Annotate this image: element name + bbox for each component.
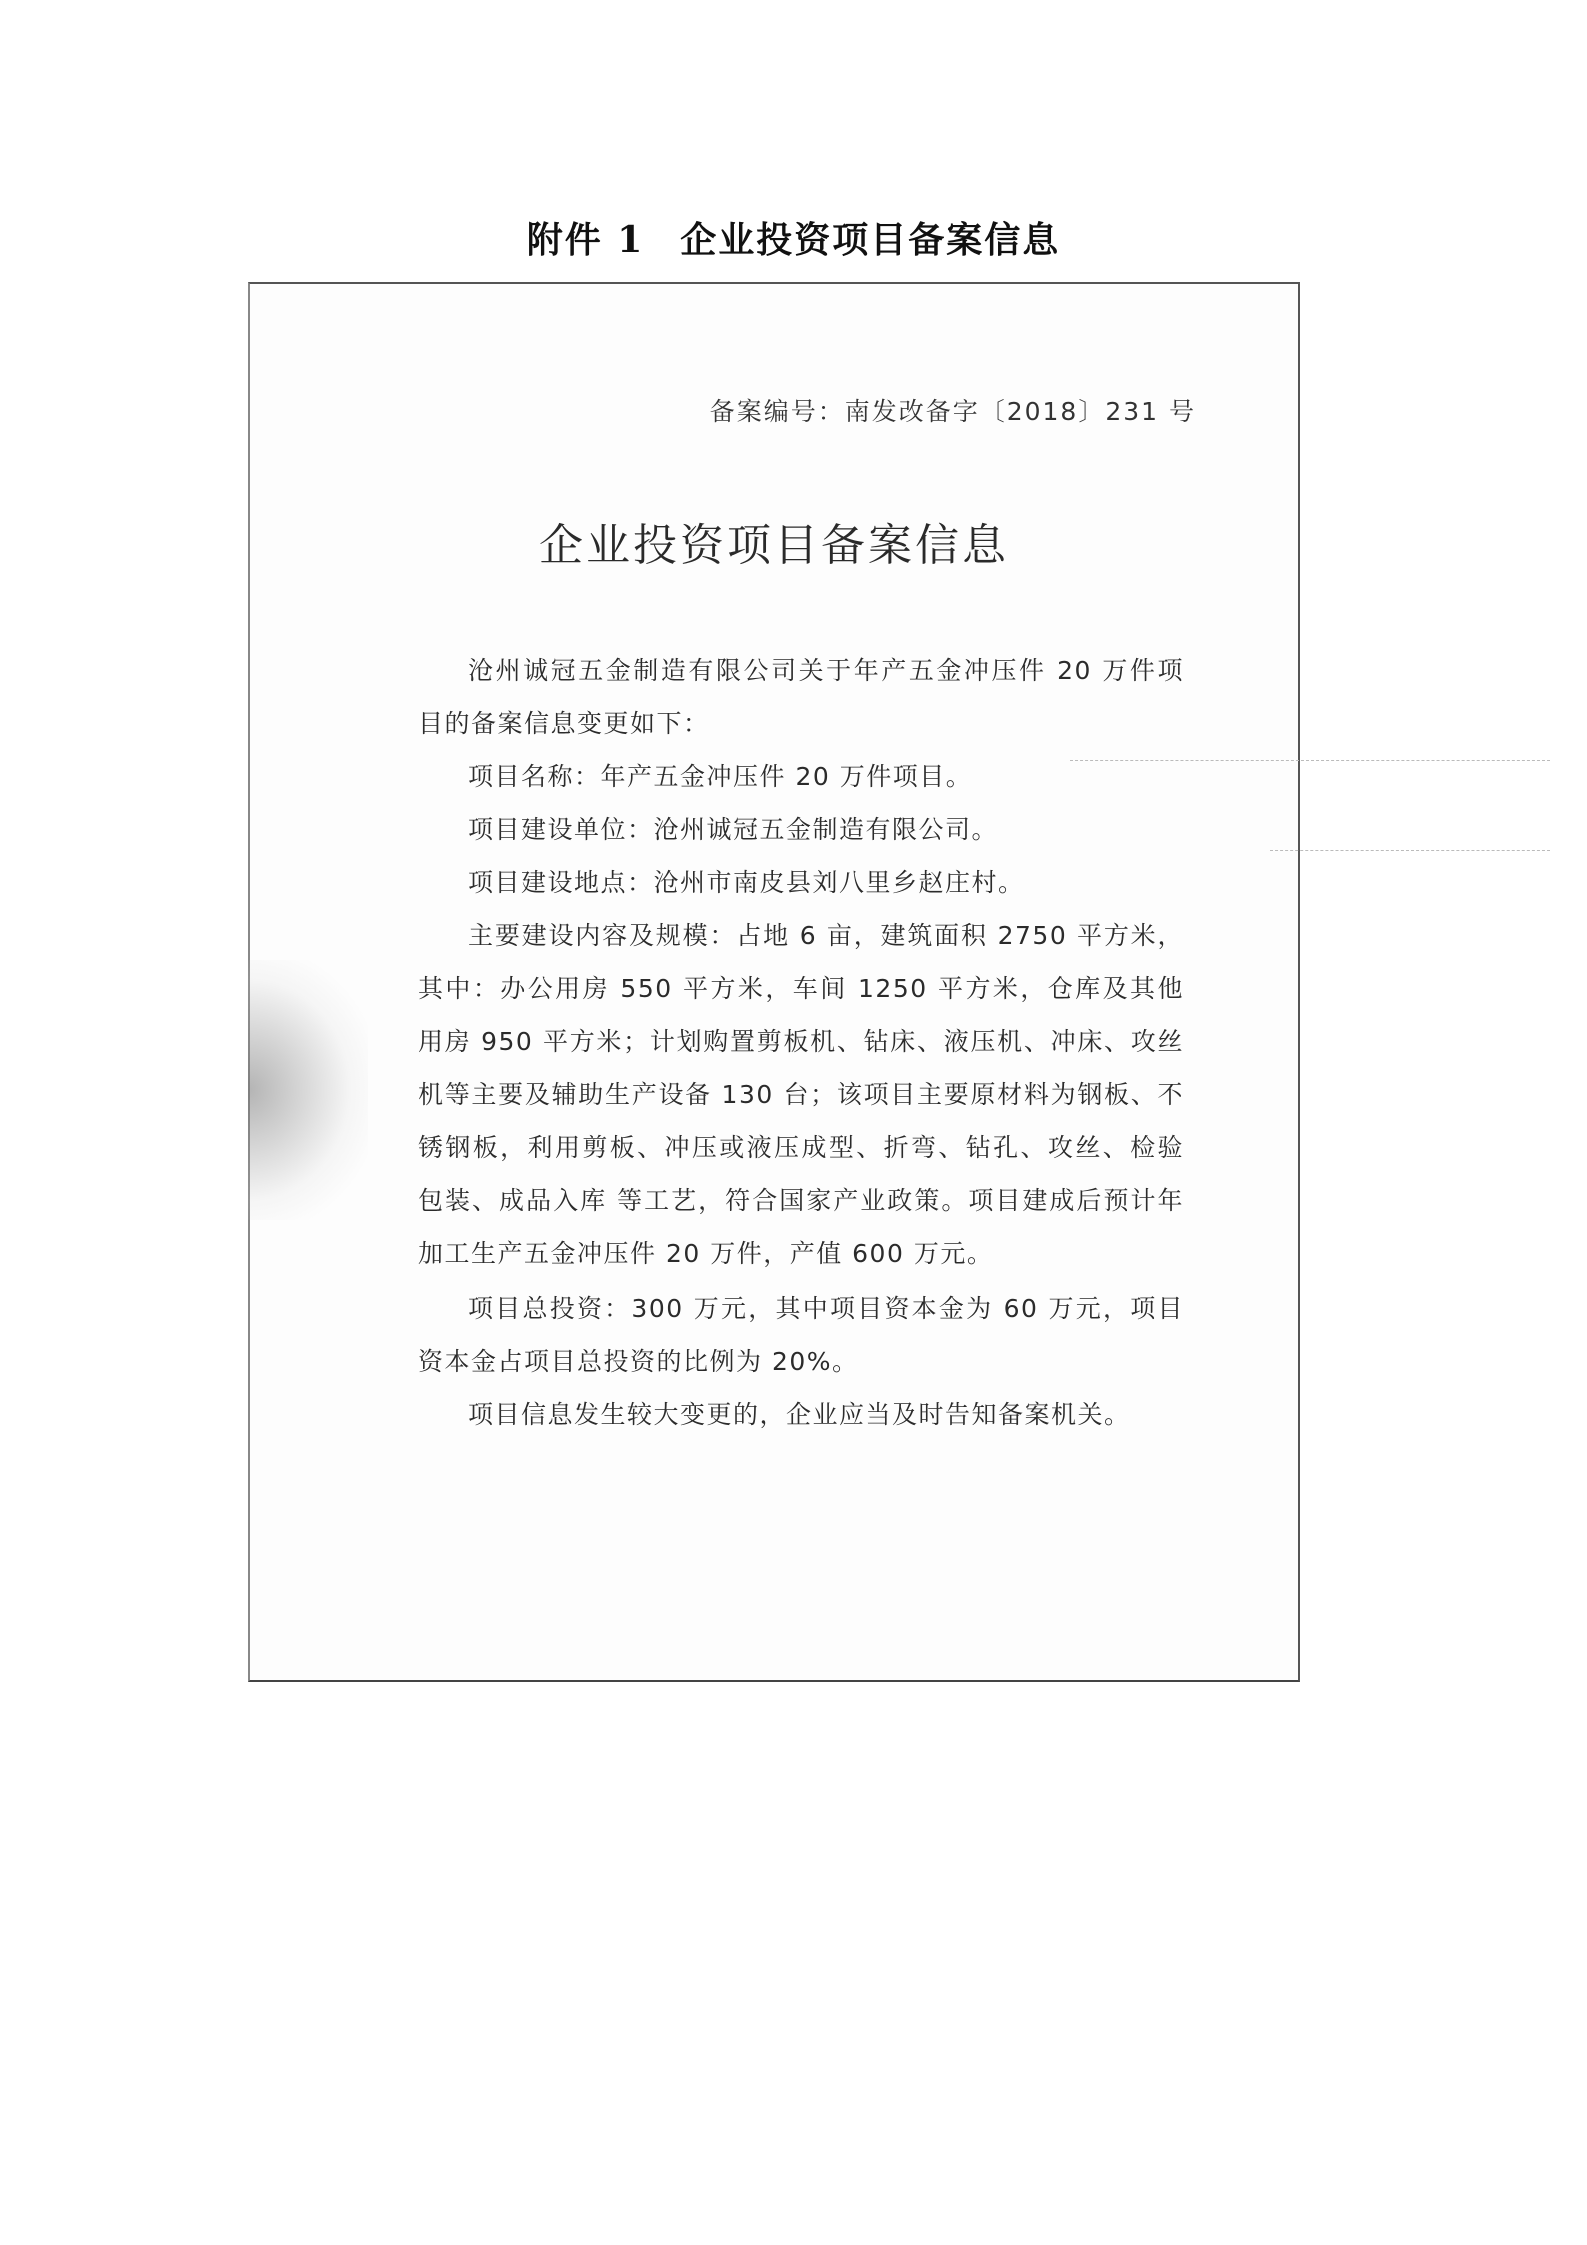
attachment-title: 企业投资项目备案信息 xyxy=(680,219,1061,261)
construction-unit-paragraph: 项目建设单位：沧州诚冠五金制造有限公司。 xyxy=(468,815,999,844)
attachment-heading xyxy=(0,212,1587,263)
document-body xyxy=(418,644,1184,1441)
attachment-number: 附件 1 xyxy=(526,219,645,261)
filing-number: 备案编号：南发改备字〔2018〕231 号 xyxy=(709,397,1196,426)
total-investment-paragraph: 项目总投资：300 万元，其中项目资本金为 60 万元，项目资本金占项目总投资的比例为 20%。 xyxy=(418,1294,1184,1376)
document-title: 企业投资项目备案信息 xyxy=(539,520,1009,571)
project-name-paragraph: 项目名称：年产五金冲压件 20 万件项目。 xyxy=(468,762,973,791)
scan-artifact-line xyxy=(1270,850,1550,851)
intro-paragraph: 沧州诚冠五金制造有限公司关于年产五金冲压件 20 万件项目的备案信息变更如下： xyxy=(418,656,1184,738)
change-notice-paragraph: 项目信息发生较大变更的，企业应当及时告知备案机关。 xyxy=(468,1400,1131,1429)
construction-site-paragraph: 项目建设地点：沧州市南皮县刘八里乡赵庄村。 xyxy=(468,868,1025,897)
construction-scope-paragraph: 主要建设内容及规模：占地 6 亩，建筑面积 2750 平方米，其中：办公用房 550 平方米，车间 1250 平方米，仓库及其他用房 950 平方米；计划购置剪板机、钻床、液压机、冲床、攻丝机等主要及辅助生产设备 130 台；该项目主要原材料为钢板、不锈钢板，利用剪板、冲压或液压成型、折弯、钻孔、攻丝、检验包装、成品入库 等工艺，符合国家产业政策。项目建成后预计年加工生产五金冲压件 20 万件，产值 600 万元。 xyxy=(418,921,1184,1268)
scan-shadow xyxy=(248,960,368,1220)
scanned-document xyxy=(248,282,1300,1682)
